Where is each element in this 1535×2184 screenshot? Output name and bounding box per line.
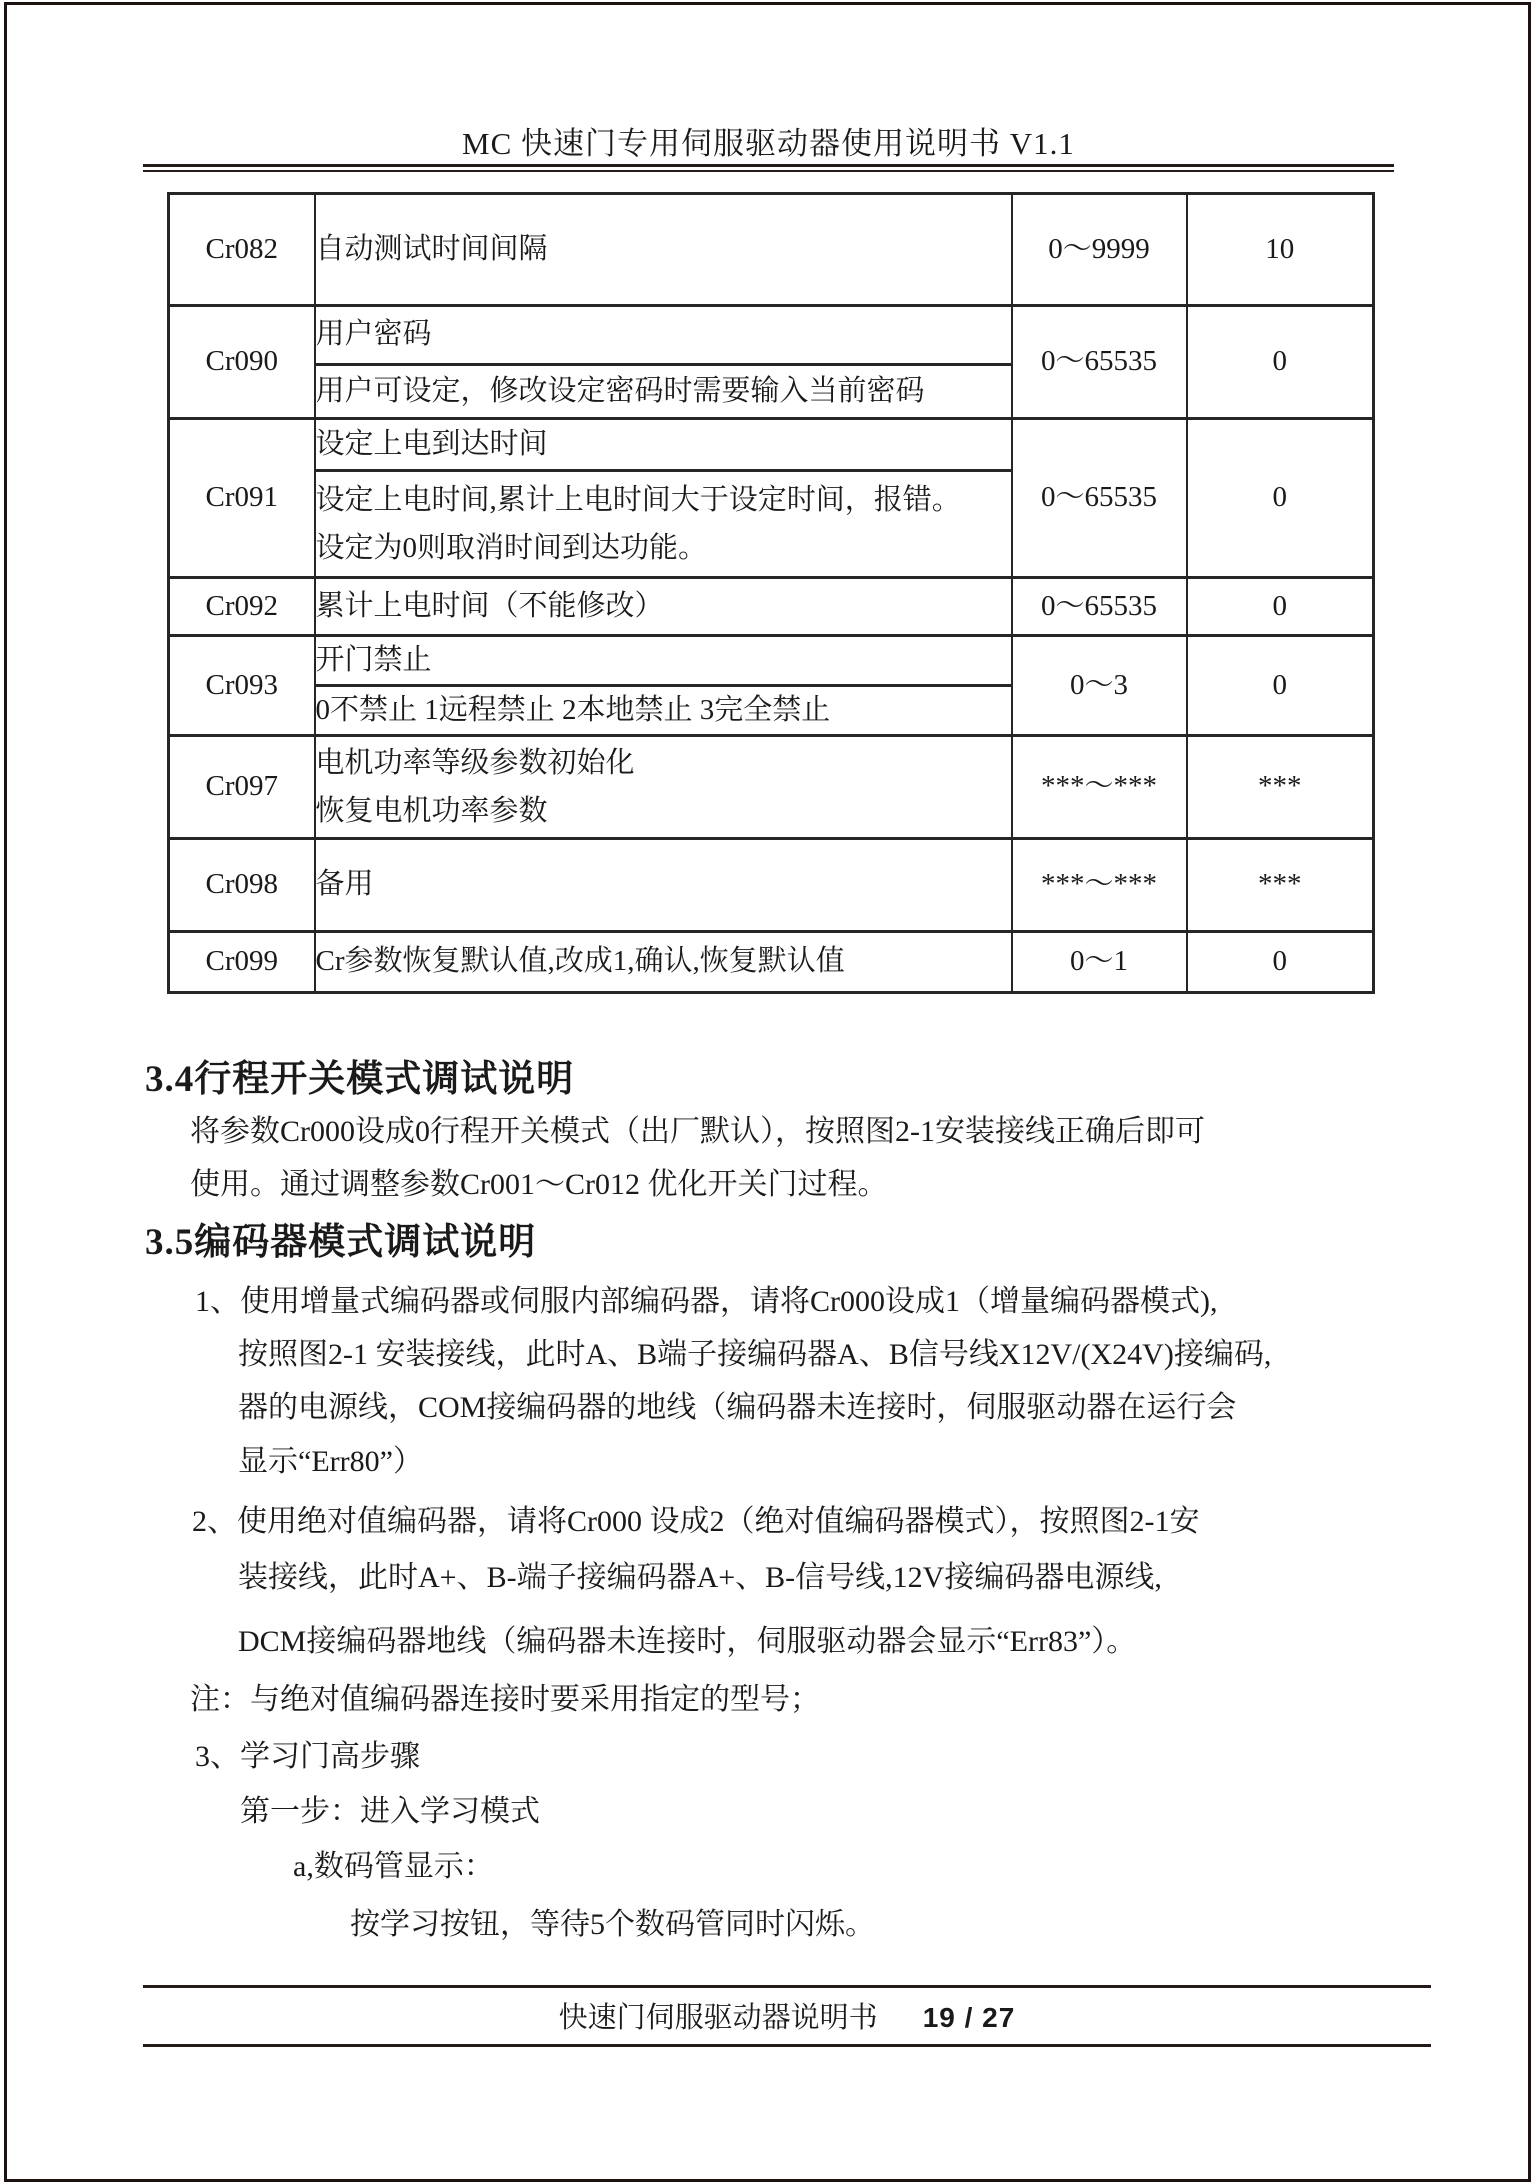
- table-row: [169, 636, 1374, 686]
- param-range-cell: ***～***: [1012, 839, 1187, 932]
- footer-doc-name: 快速门伺服驱动器说明书: [558, 2002, 878, 2034]
- desc-line: 恢复电机功率参数: [315, 795, 548, 827]
- param-desc-top-cell: 设定上电到达时间: [315, 419, 1012, 471]
- param-code-cell: Cr090: [169, 306, 315, 419]
- param-code-cell: Cr098: [169, 839, 315, 932]
- table-row: [169, 736, 1374, 839]
- param-range-cell: 0～1: [1012, 932, 1187, 993]
- step-1a-line: a,数码管显示：: [293, 1850, 494, 1883]
- param-default-cell: 0: [1187, 636, 1374, 736]
- section-3-4-line: 使用。通过调整参数Cr001～Cr012 优化开关门过程。: [190, 1168, 888, 1201]
- table-row: [169, 306, 1374, 365]
- param-desc-bottom-cell: 用户可设定，修改设定密码时需要输入当前密码: [315, 365, 1012, 419]
- param-default-cell: ***: [1187, 736, 1374, 839]
- param-default-cell: 10: [1187, 194, 1374, 306]
- step-1a-text: 按学习按钮，等待5个数码管同时闪烁。: [350, 1908, 875, 1941]
- parameter-table: [167, 192, 1375, 994]
- param-code-cell: Cr093: [169, 636, 315, 736]
- section-3-4-heading: 3.4行程开关模式调试说明: [145, 1059, 575, 1100]
- param-default-cell: ***: [1187, 839, 1374, 932]
- list-item-2-line: 2、使用绝对值编码器，请将Cr000 设成2（绝对值编码器模式），按照图2-1安: [192, 1505, 1200, 1538]
- param-default-cell: 0: [1187, 419, 1374, 578]
- table-row: [169, 839, 1374, 932]
- table-row: [169, 419, 1374, 471]
- param-default-cell: 0: [1187, 932, 1374, 993]
- footer-page-number: 19 / 27: [922, 2002, 1016, 2033]
- param-code-cell: Cr082: [169, 194, 315, 306]
- param-desc-bottom-cell: [315, 471, 1012, 578]
- param-desc-cell: 累计上电时间（不能修改）: [315, 578, 1012, 636]
- note-line: 注：与绝对值编码器连接时要采用指定的型号；: [190, 1683, 820, 1716]
- table-row: [169, 578, 1374, 636]
- param-code-cell: Cr091: [169, 419, 315, 578]
- list-item-2-line: 装接线，此时A+、B-端子接编码器A+、B-信号线,12V接编码器电源线,: [238, 1561, 1162, 1594]
- table-row: [169, 194, 1374, 306]
- list-item-1-line: 按照图2-1 安装接线，此时A、B端子接编码器A、B信号线X12V/(X24V)接编码,: [238, 1338, 1272, 1371]
- param-range-cell: 0～65535: [1012, 578, 1187, 636]
- step-1-line: 第一步：进入学习模式: [240, 1795, 540, 1828]
- footer-rule-bottom: [143, 2044, 1431, 2047]
- footer: [143, 1996, 1431, 2040]
- param-desc-top-cell: 开门禁止: [315, 636, 1012, 686]
- footer-rule-top: [143, 1985, 1431, 1988]
- param-desc-top-cell: 用户密码: [315, 306, 1012, 365]
- param-range-cell: 0～3: [1012, 636, 1187, 736]
- param-default-cell: 0: [1187, 578, 1374, 636]
- section-3-5-heading: 3.5编码器模式调试说明: [145, 1222, 537, 1263]
- list-item-1-line: 器的电源线，COM接编码器的地线（编码器未连接时，伺服驱动器在运行会: [238, 1391, 1237, 1424]
- param-desc-bottom-cell: 0不禁止 1远程禁止 2本地禁止 3完全禁止: [315, 686, 1012, 736]
- param-range-cell: 0～65535: [1012, 419, 1187, 578]
- param-range-cell: 0～65535: [1012, 306, 1187, 419]
- list-item-3: 3、学习门高步骤: [195, 1740, 420, 1773]
- section-3-4-line: 将参数Cr000设成0行程开关模式（出厂默认），按照图2-1安装接线正确后即可: [190, 1115, 1205, 1148]
- param-code-cell: Cr099: [169, 932, 315, 993]
- list-item-1-line: 显示“Err80”）: [238, 1445, 423, 1478]
- page-title: MC 快速门专用伺服驱动器使用说明书 V1.1: [462, 126, 1075, 161]
- param-desc-cell: Cr参数恢复默认值,改成1,确认,恢复默认值: [315, 932, 1012, 993]
- desc-line: 电机功率等级参数初始化: [315, 747, 635, 779]
- param-code-cell: Cr092: [169, 578, 315, 636]
- param-desc-cell: 备用: [315, 839, 1012, 932]
- desc-line: 设定为0则取消时间到达功能。: [315, 532, 708, 564]
- header-rule: [143, 164, 1394, 172]
- param-default-cell: 0: [1187, 306, 1374, 419]
- list-item-2-line: DCM接编码器地线（编码器未连接时，伺服驱动器会显示“Err83”）。: [238, 1625, 1137, 1658]
- desc-line: 设定上电时间,累计上电时间大于设定时间，报错。: [315, 484, 961, 516]
- param-range-cell: 0～9999: [1012, 194, 1187, 306]
- param-range-cell: ***～***: [1012, 736, 1187, 839]
- param-desc-cell: [315, 736, 1012, 839]
- table-row: [169, 932, 1374, 993]
- param-desc-cell: 自动测试时间间隔: [315, 194, 1012, 306]
- param-code-cell: Cr097: [169, 736, 315, 839]
- list-item-1-line: 1、使用增量式编码器或伺服内部编码器，请将Cr000设成1（增量编码器模式),: [195, 1285, 1218, 1318]
